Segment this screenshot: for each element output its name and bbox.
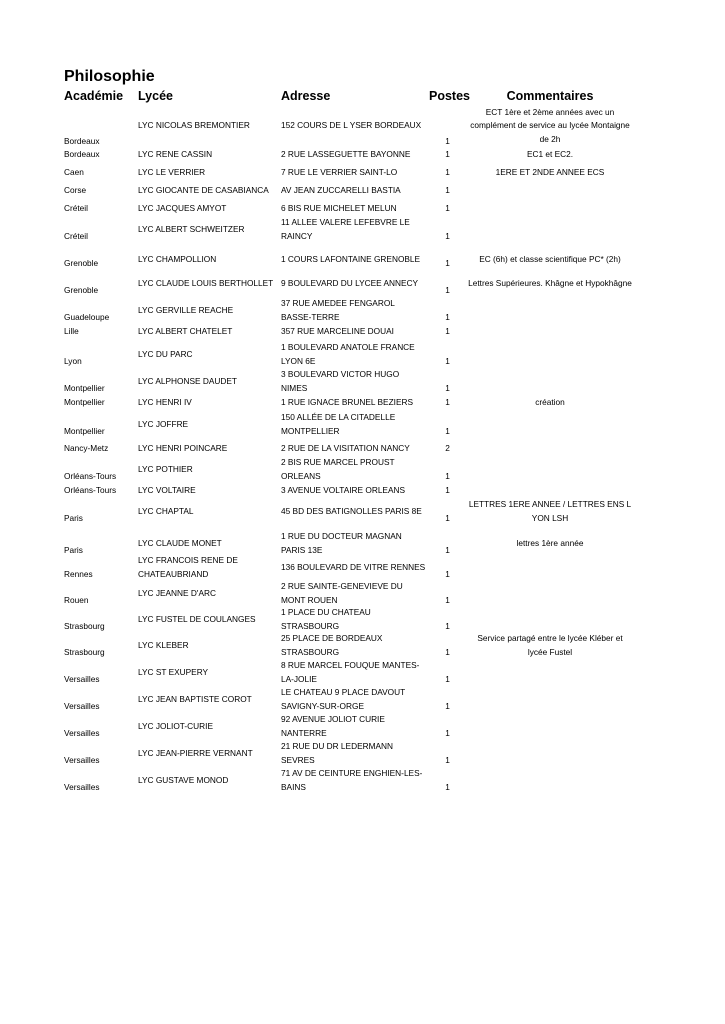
cell-lycee bbox=[138, 216, 278, 243]
cell-adresse bbox=[281, 456, 426, 483]
cell-postes bbox=[440, 166, 455, 179]
cell-lycee-text: LYC CHAMPOLLION bbox=[138, 254, 217, 265]
cell-postes bbox=[440, 341, 455, 368]
cell-adresse bbox=[281, 767, 426, 794]
cell-commentaires bbox=[468, 250, 632, 270]
cell-postes-text: 1 bbox=[445, 781, 450, 792]
cell-postes bbox=[440, 442, 455, 455]
cell-academie bbox=[64, 713, 136, 740]
cell-adresse-text: 11 ALLEE VALERE LEFEBVRE LE RAINCY bbox=[281, 217, 410, 241]
cell-postes-text: 1 bbox=[445, 568, 450, 579]
cell-commentaires bbox=[468, 216, 632, 243]
table-row bbox=[0, 368, 725, 395]
cell-academie bbox=[64, 554, 136, 581]
table-row bbox=[0, 148, 725, 161]
cell-lycee-text: LYC ST EXUPERY bbox=[138, 666, 209, 677]
table-row bbox=[0, 104, 725, 148]
cell-postes-text: 1 bbox=[445, 754, 450, 765]
cell-lycee-text: LYC ALBERT SCHWEITZER bbox=[138, 223, 245, 234]
cell-academie bbox=[64, 659, 136, 686]
cell-academie-text: Rouen bbox=[64, 594, 89, 605]
cell-lycee bbox=[138, 554, 278, 581]
cell-lycee bbox=[138, 456, 278, 483]
cell-postes bbox=[440, 216, 455, 243]
cell-lycee bbox=[138, 148, 278, 161]
cell-academie bbox=[64, 442, 136, 455]
cell-adresse bbox=[281, 632, 426, 659]
cell-lycee bbox=[138, 713, 278, 740]
cell-lycee-text: LYC DU PARC bbox=[138, 348, 193, 359]
cell-academie bbox=[64, 632, 136, 659]
cell-adresse-text: 71 AV DE CEINTURE ENGHIEN-LES-BAINS bbox=[281, 768, 423, 792]
cell-lycee-text: LYC HENRI IV bbox=[138, 396, 192, 407]
cell-academie bbox=[64, 184, 136, 197]
cell-academie bbox=[64, 250, 136, 270]
table-row bbox=[0, 740, 725, 767]
cell-lycee-text: LYC NICOLAS BREMONTIER bbox=[138, 120, 250, 131]
cell-lycee-text: LYC CHAPTAL bbox=[138, 505, 194, 516]
cell-postes bbox=[440, 740, 455, 767]
cell-adresse-text: 1 RUE IGNACE BRUNEL BEZIERS bbox=[281, 396, 414, 407]
table-row bbox=[0, 632, 725, 659]
cell-adresse bbox=[281, 484, 426, 497]
cell-academie-text: Versailles bbox=[64, 727, 100, 738]
cell-academie bbox=[64, 740, 136, 767]
table-row bbox=[0, 216, 725, 243]
cell-adresse bbox=[281, 606, 426, 633]
cell-academie-text: Paris bbox=[64, 512, 83, 523]
cell-lycee-text: LYC ALPHONSE DAUDET bbox=[138, 375, 237, 386]
table-row bbox=[0, 484, 725, 497]
header-commentaires: Commentaires bbox=[506, 89, 594, 103]
cell-postes bbox=[440, 530, 455, 557]
cell-commentaires bbox=[468, 484, 632, 497]
cell-adresse bbox=[281, 580, 426, 607]
cell-adresse-text: 150 ALLÉE DE LA CITADELLE MONTPELLIER bbox=[281, 412, 396, 436]
cell-academie-text: Caen bbox=[64, 166, 84, 177]
cell-lycee bbox=[138, 166, 278, 179]
cell-commentaires bbox=[468, 368, 632, 395]
cell-postes-text: 1 bbox=[445, 382, 450, 393]
table-row bbox=[0, 456, 725, 483]
cell-postes-text: 1 bbox=[445, 257, 450, 268]
cell-commentaires-text: LETTRES 1ERE ANNEE / LETTRES ENS L YON LSH bbox=[468, 499, 632, 523]
cell-lycee bbox=[138, 767, 278, 794]
cell-postes bbox=[440, 184, 455, 197]
table-row bbox=[0, 686, 725, 713]
cell-postes-text: 1 bbox=[445, 470, 450, 481]
cell-academie-text: Montpellier bbox=[64, 425, 105, 436]
cell-adresse bbox=[281, 341, 426, 368]
cell-postes bbox=[440, 767, 455, 794]
cell-academie bbox=[64, 484, 136, 497]
cell-lycee bbox=[138, 659, 278, 686]
cell-lycee bbox=[138, 297, 278, 324]
cell-commentaires bbox=[468, 341, 632, 368]
cell-adresse bbox=[281, 396, 426, 409]
cell-academie-text: Strasbourg bbox=[64, 620, 105, 631]
cell-commentaires-text: création bbox=[535, 396, 565, 407]
cell-postes bbox=[440, 659, 455, 686]
cell-commentaires bbox=[468, 166, 632, 179]
cell-commentaires-text: ECT 1ère et 2ème années avec un complément de service au lycée Montaigne de 2h bbox=[470, 107, 630, 144]
cell-adresse-text: 21 RUE DU DR LEDERMANN SEVRES bbox=[281, 741, 394, 765]
cell-adresse-text: 92 AVENUE JOLIOT CURIE NANTERRE bbox=[281, 714, 385, 738]
cell-academie-text: Lyon bbox=[64, 355, 82, 366]
cell-postes bbox=[440, 580, 455, 607]
table-row bbox=[0, 442, 725, 455]
table-row bbox=[0, 411, 725, 438]
cell-postes bbox=[440, 297, 455, 324]
table-row bbox=[0, 606, 725, 633]
cell-adresse bbox=[281, 554, 426, 581]
cell-academie bbox=[64, 216, 136, 243]
cell-postes bbox=[440, 396, 455, 409]
cell-postes bbox=[440, 713, 455, 740]
cell-postes bbox=[440, 411, 455, 438]
cell-postes-text: 1 bbox=[445, 284, 450, 295]
cell-adresse bbox=[281, 148, 426, 161]
cell-lycee bbox=[138, 184, 278, 197]
cell-academie-text: Créteil bbox=[64, 230, 88, 241]
cell-lycee bbox=[138, 250, 278, 270]
cell-academie bbox=[64, 530, 136, 557]
cell-postes-text: 1 bbox=[445, 484, 450, 495]
cell-postes-text: 1 bbox=[445, 311, 450, 322]
cell-lycee bbox=[138, 104, 278, 148]
cell-adresse-text: 25 PLACE DE BORDEAUX STRASBOURG bbox=[281, 633, 383, 657]
cell-academie bbox=[64, 148, 136, 161]
cell-lycee-text: LYC GUSTAVE MONOD bbox=[138, 774, 229, 785]
cell-postes-text: 1 bbox=[445, 166, 450, 177]
table-row bbox=[0, 530, 725, 557]
cell-postes bbox=[440, 368, 455, 395]
cell-academie-text: Orléans-Tours bbox=[64, 484, 117, 495]
cell-commentaires bbox=[468, 325, 632, 338]
cell-academie bbox=[64, 270, 136, 297]
cell-adresse-text: LE CHATEAU 9 PLACE DAVOUT SAVIGNY-SUR-ORGE bbox=[281, 687, 406, 711]
header-lycee: Lycée bbox=[138, 89, 173, 103]
cell-academie-text: Orléans-Tours bbox=[64, 470, 117, 481]
cell-lycee bbox=[138, 530, 278, 557]
cell-academie bbox=[64, 580, 136, 607]
cell-academie-text: Nancy-Metz bbox=[64, 442, 109, 453]
cell-adresse bbox=[281, 166, 426, 179]
cell-adresse-text: 2 BIS RUE MARCEL PROUST ORLEANS bbox=[281, 457, 395, 481]
cell-lycee-text: LYC FRANCOIS RENE DE CHATEAUBRIAND bbox=[138, 555, 238, 579]
cell-academie bbox=[64, 396, 136, 409]
cell-adresse bbox=[281, 297, 426, 324]
cell-adresse bbox=[281, 740, 426, 767]
cell-lycee-text: LYC GIOCANTE DE CASABIANCA bbox=[138, 184, 269, 195]
cell-adresse bbox=[281, 498, 426, 525]
cell-commentaires bbox=[468, 713, 632, 740]
cell-postes bbox=[440, 202, 455, 215]
cell-lycee-text: LYC CLAUDE MONET bbox=[138, 537, 222, 548]
cell-adresse bbox=[281, 184, 426, 197]
cell-postes-text: 1 bbox=[445, 594, 450, 605]
table-row bbox=[0, 250, 725, 270]
cell-commentaires-text: Service partagé entre le lycée Kléber et lycée Fustel bbox=[477, 633, 623, 657]
cell-postes bbox=[440, 104, 455, 148]
cell-commentaires-text: lettres 1ère année bbox=[516, 537, 584, 548]
cell-postes-text: 1 bbox=[445, 673, 450, 684]
cell-commentaires bbox=[468, 530, 632, 557]
cell-lycee bbox=[138, 686, 278, 713]
cell-lycee-text: LYC KLEBER bbox=[138, 639, 189, 650]
cell-commentaires-text: 1ERE ET 2NDE ANNEE ECS bbox=[495, 166, 605, 177]
cell-academie bbox=[64, 368, 136, 395]
cell-commentaires bbox=[468, 148, 632, 161]
cell-adresse-text: 8 RUE MARCEL FOUQUE MANTES-LA-JOLIE bbox=[281, 660, 420, 684]
cell-lycee-text: LYC ALBERT CHATELET bbox=[138, 325, 233, 336]
cell-academie bbox=[64, 606, 136, 633]
table-row bbox=[0, 396, 725, 409]
table-row bbox=[0, 202, 725, 215]
cell-commentaires bbox=[468, 498, 632, 525]
page-title: Philosophie bbox=[64, 68, 155, 85]
cell-postes bbox=[440, 686, 455, 713]
cell-adresse bbox=[281, 530, 426, 557]
cell-adresse bbox=[281, 659, 426, 686]
cell-commentaires bbox=[468, 202, 632, 215]
cell-commentaires bbox=[468, 767, 632, 794]
cell-postes-text: 1 bbox=[445, 148, 450, 159]
cell-academie-text: Bordeaux bbox=[64, 148, 100, 159]
cell-commentaires bbox=[468, 396, 632, 409]
table-row bbox=[0, 767, 725, 794]
cell-postes bbox=[440, 270, 455, 297]
cell-academie-text: Strasbourg bbox=[64, 646, 105, 657]
table-row bbox=[0, 659, 725, 686]
cell-academie-text: Montpellier bbox=[64, 396, 105, 407]
cell-lycee-text: LYC CLAUDE LOUIS BERTHOLLET bbox=[138, 277, 274, 288]
table-row bbox=[0, 498, 725, 525]
cell-lycee-text: LYC JEAN-PIERRE VERNANT bbox=[138, 747, 253, 758]
cell-adresse-text: 1 BOULEVARD ANATOLE FRANCE LYON 6E bbox=[281, 342, 415, 366]
cell-adresse-text: 9 BOULEVARD DU LYCEE ANNECY bbox=[281, 277, 419, 288]
cell-adresse bbox=[281, 442, 426, 455]
cell-academie-text: Versailles bbox=[64, 673, 100, 684]
cell-adresse-text: 152 COURS DE L YSER BORDEAUX bbox=[281, 120, 422, 131]
cell-adresse-text: 2 RUE SAINTE-GENEVIEVE DU MONT ROUEN bbox=[281, 581, 403, 605]
cell-academie bbox=[64, 411, 136, 438]
cell-academie bbox=[64, 104, 136, 148]
cell-lycee-text: LYC VOLTAIRE bbox=[138, 484, 196, 495]
cell-commentaires bbox=[468, 606, 632, 633]
cell-lycee bbox=[138, 442, 278, 455]
cell-adresse-text: 2 RUE LASSEGUETTE BAYONNE bbox=[281, 148, 411, 159]
cell-academie-text: Bordeaux bbox=[64, 135, 100, 146]
cell-lycee bbox=[138, 202, 278, 215]
cell-commentaires bbox=[468, 456, 632, 483]
cell-lycee-text: LYC JEAN BAPTISTE COROT bbox=[138, 693, 252, 704]
cell-adresse bbox=[281, 104, 426, 148]
cell-academie-text: Versailles bbox=[64, 781, 100, 792]
cell-adresse-text: 1 RUE DU DOCTEUR MAGNAN PARIS 13E bbox=[281, 531, 402, 555]
cell-commentaires bbox=[468, 442, 632, 455]
cell-postes bbox=[440, 148, 455, 161]
cell-adresse-text: 357 RUE MARCELINE DOUAI bbox=[281, 325, 394, 336]
cell-lycee bbox=[138, 411, 278, 438]
header-academie: Académie bbox=[64, 89, 124, 103]
cell-lycee-text: LYC GERVILLE REACHE bbox=[138, 304, 234, 315]
cell-postes bbox=[440, 632, 455, 659]
table-row bbox=[0, 580, 725, 607]
table-row bbox=[0, 166, 725, 179]
cell-lycee bbox=[138, 632, 278, 659]
cell-adresse-text: 6 BIS RUE MICHELET MELUN bbox=[281, 202, 397, 213]
cell-commentaires bbox=[468, 686, 632, 713]
cell-lycee-text: LYC JEANNE D'ARC bbox=[138, 587, 216, 598]
cell-academie bbox=[64, 686, 136, 713]
cell-academie-text: Montpellier bbox=[64, 382, 105, 393]
cell-lycee bbox=[138, 325, 278, 338]
table-row bbox=[0, 325, 725, 338]
table-row bbox=[0, 184, 725, 197]
table-row bbox=[0, 713, 725, 740]
cell-lycee-text: LYC JOFFRE bbox=[138, 418, 189, 429]
cell-postes-text: 1 bbox=[445, 425, 450, 436]
cell-postes-text: 1 bbox=[445, 620, 450, 631]
cell-postes bbox=[440, 484, 455, 497]
cell-postes-text: 1 bbox=[445, 230, 450, 241]
cell-lycee bbox=[138, 368, 278, 395]
cell-postes-text: 1 bbox=[445, 646, 450, 657]
cell-postes bbox=[440, 606, 455, 633]
cell-academie bbox=[64, 456, 136, 483]
cell-adresse bbox=[281, 686, 426, 713]
cell-postes-text: 1 bbox=[445, 544, 450, 555]
cell-postes-text: 1 bbox=[445, 135, 450, 146]
table-row bbox=[0, 554, 725, 581]
cell-commentaires bbox=[468, 554, 632, 581]
header-adresse: Adresse bbox=[281, 89, 331, 103]
cell-academie-text: Guadeloupe bbox=[64, 311, 110, 322]
cell-postes-text: 1 bbox=[445, 202, 450, 213]
table-row bbox=[0, 270, 725, 297]
cell-academie-text: Grenoble bbox=[64, 284, 99, 295]
cell-postes-text: 1 bbox=[445, 355, 450, 366]
cell-postes bbox=[440, 325, 455, 338]
cell-postes-text: 1 bbox=[445, 184, 450, 195]
cell-commentaires bbox=[468, 297, 632, 324]
cell-academie-text: Lille bbox=[64, 325, 79, 336]
cell-lycee bbox=[138, 606, 278, 633]
cell-commentaires-text: EC1 et EC2. bbox=[526, 148, 574, 159]
cell-commentaires bbox=[468, 580, 632, 607]
cell-postes-text: 1 bbox=[445, 727, 450, 738]
cell-postes bbox=[440, 498, 455, 525]
cell-adresse-text: 2 RUE DE LA VISITATION NANCY bbox=[281, 442, 410, 453]
cell-academie-text: Versailles bbox=[64, 700, 100, 711]
cell-adresse bbox=[281, 270, 426, 297]
table-row bbox=[0, 341, 725, 368]
header-postes: Postes bbox=[429, 89, 470, 103]
cell-academie bbox=[64, 325, 136, 338]
cell-postes bbox=[440, 250, 455, 270]
cell-academie bbox=[64, 767, 136, 794]
cell-lycee-text: LYC RENE CASSIN bbox=[138, 148, 213, 159]
cell-adresse-text: 1 PLACE DU CHATEAU STRASBOURG bbox=[281, 607, 371, 631]
cell-adresse bbox=[281, 202, 426, 215]
cell-academie-text: Grenoble bbox=[64, 257, 99, 268]
cell-adresse-text: 37 RUE AMEDEE FENGAROL BASSE-TERRE bbox=[281, 298, 395, 322]
cell-lycee-text: LYC LE VERRIER bbox=[138, 166, 206, 177]
cell-lycee-text: LYC POTHIER bbox=[138, 463, 193, 474]
cell-commentaires bbox=[468, 659, 632, 686]
cell-adresse-text: 3 BOULEVARD VICTOR HUGO NIMES bbox=[281, 369, 400, 393]
cell-adresse bbox=[281, 411, 426, 438]
cell-adresse-text: 45 BD DES BATIGNOLLES PARIS 8E bbox=[281, 505, 422, 516]
cell-lycee bbox=[138, 580, 278, 607]
cell-adresse-text: 136 BOULEVARD DE VITRE RENNES bbox=[281, 561, 426, 572]
cell-lycee-text: LYC FUSTEL DE COULANGES bbox=[138, 613, 256, 624]
cell-adresse-text: AV JEAN ZUCCARELLI BASTIA bbox=[281, 184, 401, 195]
cell-adresse bbox=[281, 368, 426, 395]
cell-postes-text: 1 bbox=[445, 396, 450, 407]
cell-postes-text: 1 bbox=[445, 512, 450, 523]
cell-lycee bbox=[138, 484, 278, 497]
cell-commentaires-text: EC (6h) et classe scientifique PC* (2h) bbox=[479, 254, 621, 265]
cell-academie bbox=[64, 166, 136, 179]
cell-academie-text: Paris bbox=[64, 544, 83, 555]
cell-adresse bbox=[281, 250, 426, 270]
cell-lycee-text: LYC HENRI POINCARE bbox=[138, 442, 228, 453]
cell-adresse bbox=[281, 216, 426, 243]
cell-academie-text: Versailles bbox=[64, 754, 100, 765]
cell-commentaires-text: Lettres Supérieures. Khâgne et Hypokhâgne bbox=[468, 277, 632, 288]
cell-commentaires bbox=[468, 184, 632, 197]
cell-commentaires bbox=[468, 104, 632, 148]
cell-academie bbox=[64, 341, 136, 368]
cell-postes-text: 1 bbox=[445, 325, 450, 336]
cell-lycee-text: LYC JOLIOT-CURIE bbox=[138, 720, 213, 731]
cell-adresse-text: 7 RUE LE VERRIER SAINT-LO bbox=[281, 166, 398, 177]
cell-commentaires bbox=[468, 411, 632, 438]
cell-lycee-text: LYC JACQUES AMYOT bbox=[138, 202, 227, 213]
cell-commentaires bbox=[468, 270, 632, 297]
cell-academie bbox=[64, 498, 136, 525]
cell-academie bbox=[64, 297, 136, 324]
cell-postes-text: 1 bbox=[445, 700, 450, 711]
cell-lycee bbox=[138, 270, 278, 297]
cell-postes-text: 2 bbox=[445, 442, 450, 453]
cell-lycee bbox=[138, 740, 278, 767]
cell-postes bbox=[440, 456, 455, 483]
cell-postes bbox=[440, 554, 455, 581]
cell-academie-text: Corse bbox=[64, 184, 87, 195]
cell-lycee bbox=[138, 498, 278, 525]
cell-adresse bbox=[281, 713, 426, 740]
cell-academie-text: Rennes bbox=[64, 568, 93, 579]
cell-academie bbox=[64, 202, 136, 215]
cell-commentaires bbox=[468, 632, 632, 659]
cell-lycee bbox=[138, 341, 278, 368]
cell-adresse bbox=[281, 325, 426, 338]
table-row bbox=[0, 297, 725, 324]
cell-adresse-text: 1 COURS LAFONTAINE GRENOBLE bbox=[281, 254, 421, 265]
cell-lycee bbox=[138, 396, 278, 409]
cell-academie-text: Créteil bbox=[64, 202, 88, 213]
cell-adresse-text: 3 AVENUE VOLTAIRE ORLEANS bbox=[281, 484, 406, 495]
cell-commentaires bbox=[468, 740, 632, 767]
